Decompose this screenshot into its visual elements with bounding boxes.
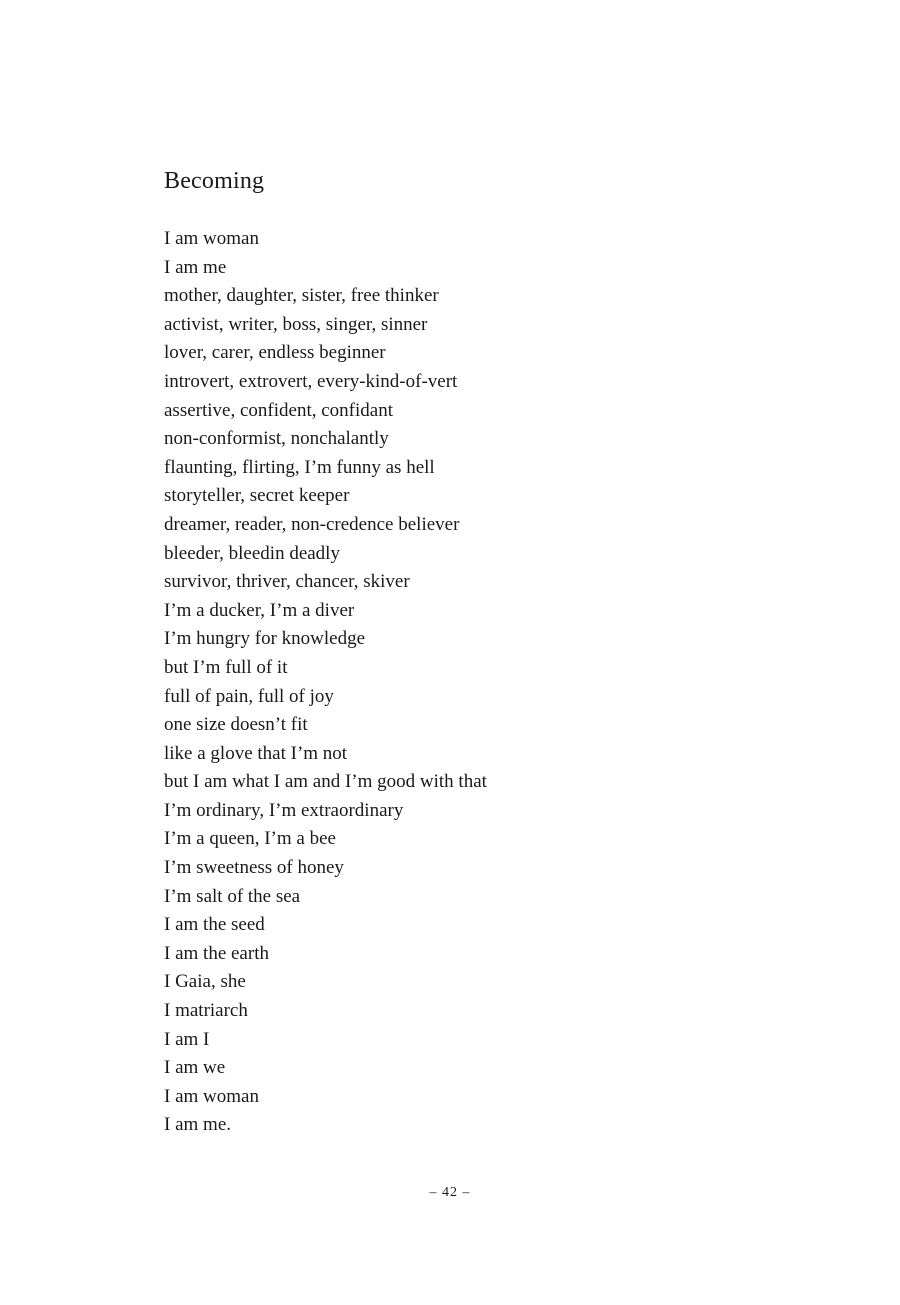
poem-line: I’m ordinary, I’m extraordinary (164, 799, 404, 821)
poem-line: but I’m full of it (164, 656, 288, 678)
poem-line: I’m salt of the sea (164, 885, 301, 907)
poem-line: lover, carer, endless beginner (164, 342, 386, 364)
poem-line: I am I (164, 1028, 210, 1050)
poem-line: one size doesn’t fit (164, 714, 308, 736)
poem-line: full of pain, full of joy (164, 685, 334, 707)
poem-line: I am the seed (164, 914, 265, 936)
poem-line: I Gaia, she (164, 971, 246, 993)
poem-line: flaunting, flirting, I’m funny as hell (164, 456, 435, 478)
poem-line: assertive, confident, confidant (164, 399, 393, 421)
poem-line: storyteller, secret keeper (164, 485, 350, 507)
poem-line: non-conformist, nonchalantly (164, 428, 389, 450)
poem-line: survivor, thriver, chancer, skiver (164, 571, 410, 593)
poem-line: I’m sweetness of honey (164, 857, 344, 879)
poem-line: I am woman (164, 1085, 259, 1107)
poem-line: I am woman (164, 228, 259, 249)
poem-line: I am we (164, 1057, 226, 1079)
poem-line: I’m hungry for knowledge (164, 628, 366, 650)
poem-line: introvert, extrovert, every-kind-of-vert (164, 370, 458, 392)
poem-body (164, 225, 487, 1140)
poem-line: activist, writer, boss, singer, sinner (164, 313, 428, 335)
poem-line: I am me (164, 256, 227, 278)
poem-line: I matriarch (164, 1000, 248, 1022)
poem-line: mother, daughter, sister, free thinker (164, 285, 439, 307)
poem-title: Becoming (164, 168, 265, 194)
poem-line: like a glove that I’m not (164, 742, 348, 764)
poem-line: but I am what I am and I’m good with that (164, 771, 487, 793)
poem-line: I am me. (164, 1114, 232, 1136)
page-number: – 42 – (429, 1185, 471, 1200)
poem-line: I’m a ducker, I’m a diver (164, 599, 355, 621)
poem-line: bleeder, bleedin deadly (164, 542, 340, 564)
poem-line: dreamer, reader, non-credence believer (164, 513, 460, 535)
poem-line: I’m a queen, I’m a bee (164, 828, 336, 850)
poem-line: I am the earth (164, 942, 269, 964)
